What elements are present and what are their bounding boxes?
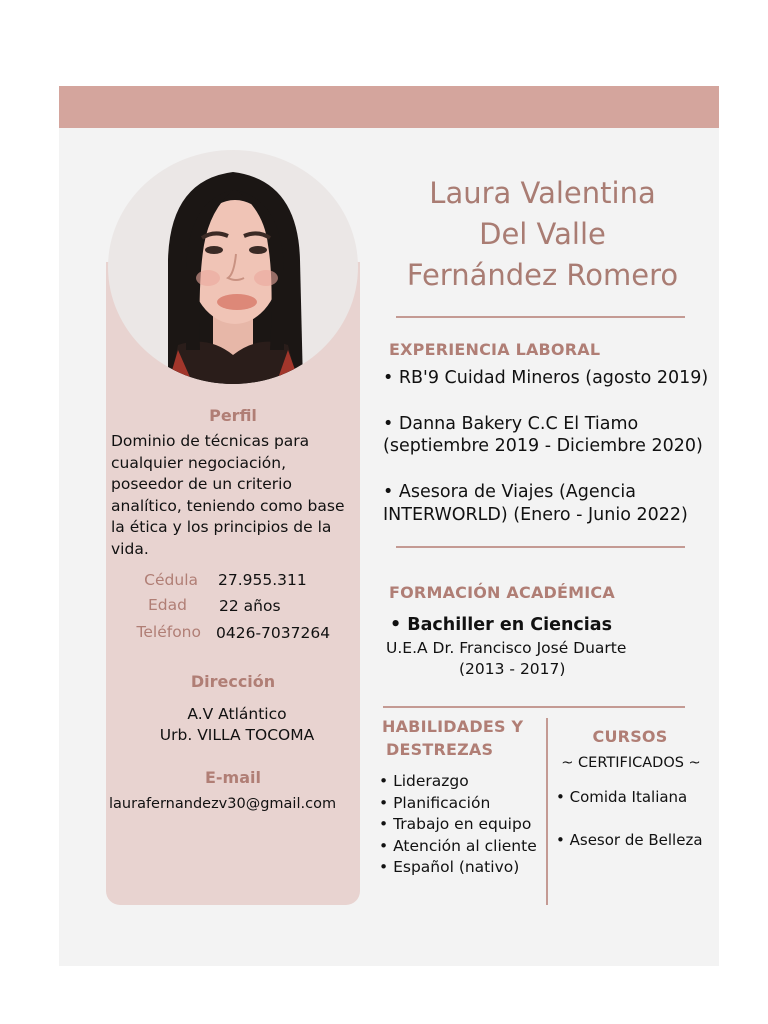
divider [396,316,685,318]
profile-text: Dominio de técnicas para cualquier negociación, poseedor de un criterio analítico, teniendo como base la ética y los principios de la vida. [111,432,345,558]
skills-list [379,771,537,879]
email-title: E-mail [204,768,261,787]
value-telefono: 0426-7037264 [216,624,331,642]
label-telefono: Teléfono [136,623,201,641]
course-item: • Asesor de Belleza [556,831,703,849]
profile-title: Perfil [209,406,257,425]
profile-photo [108,150,358,384]
label-cedula: Cédula [144,571,198,589]
skills-title-line-1: HABILIDADES Y [382,717,524,736]
address-title: Dirección [190,672,276,691]
divider [383,706,685,708]
education-years: (2013 - 2017) [459,660,566,678]
education-title: FORMACIÓN ACADÉMICA [389,583,615,602]
skill-item: • Planificación [379,793,491,812]
label-edad: Edad [148,596,187,614]
course-item: • Comida Italiana [556,788,688,806]
divider [396,546,685,548]
skill-item: • Español (nativo) [379,858,520,876]
email-value: laurafernandezv30@gmail.com [109,796,337,812]
education-degree: • Bachiller en Ciencias [390,615,613,635]
name-line-1: Laura Valentina [429,176,656,210]
experience-item-2: • Danna Bakery C.C El Tiamo [383,414,639,434]
courses-subtitle: ~ CERTIFICADOS ~ [561,755,701,771]
header-bar [59,86,719,128]
address-line-2: Urb. VILLA TOCOMA [159,726,315,744]
experience-item-3-dates: INTERWORLD) (Enero - Junio 2022) [383,505,688,525]
value-edad: 22 años [219,597,281,615]
experience-item-2-dates: (septiembre 2019 - Diciembre 2020) [383,436,703,456]
experience-title: EXPERIENCIA LABORAL [389,340,601,359]
address-line-1: A.V Atlántico [187,705,287,723]
skill-item: • Liderazgo [379,772,469,790]
courses-title: CURSOS [592,727,668,746]
value-cedula: 27.955.311 [218,571,307,589]
column-divider [546,718,548,905]
experience-item-1: • RB'9 Cuidad Mineros (agosto 2019) [383,368,709,388]
full-name [380,173,705,296]
name-line-3: Fernández Romero [406,258,679,292]
skill-item: • Atención al cliente [379,836,537,855]
name-line-2: Del Valle [479,217,606,251]
education-school: U.E.A Dr. Francisco José Duarte [386,639,627,657]
experience-item-3: • Asesora de Viajes (Agencia [383,482,636,502]
skills-title-line-2: DESTREZAS [386,740,494,759]
skill-item: • Trabajo en equipo [379,815,532,833]
